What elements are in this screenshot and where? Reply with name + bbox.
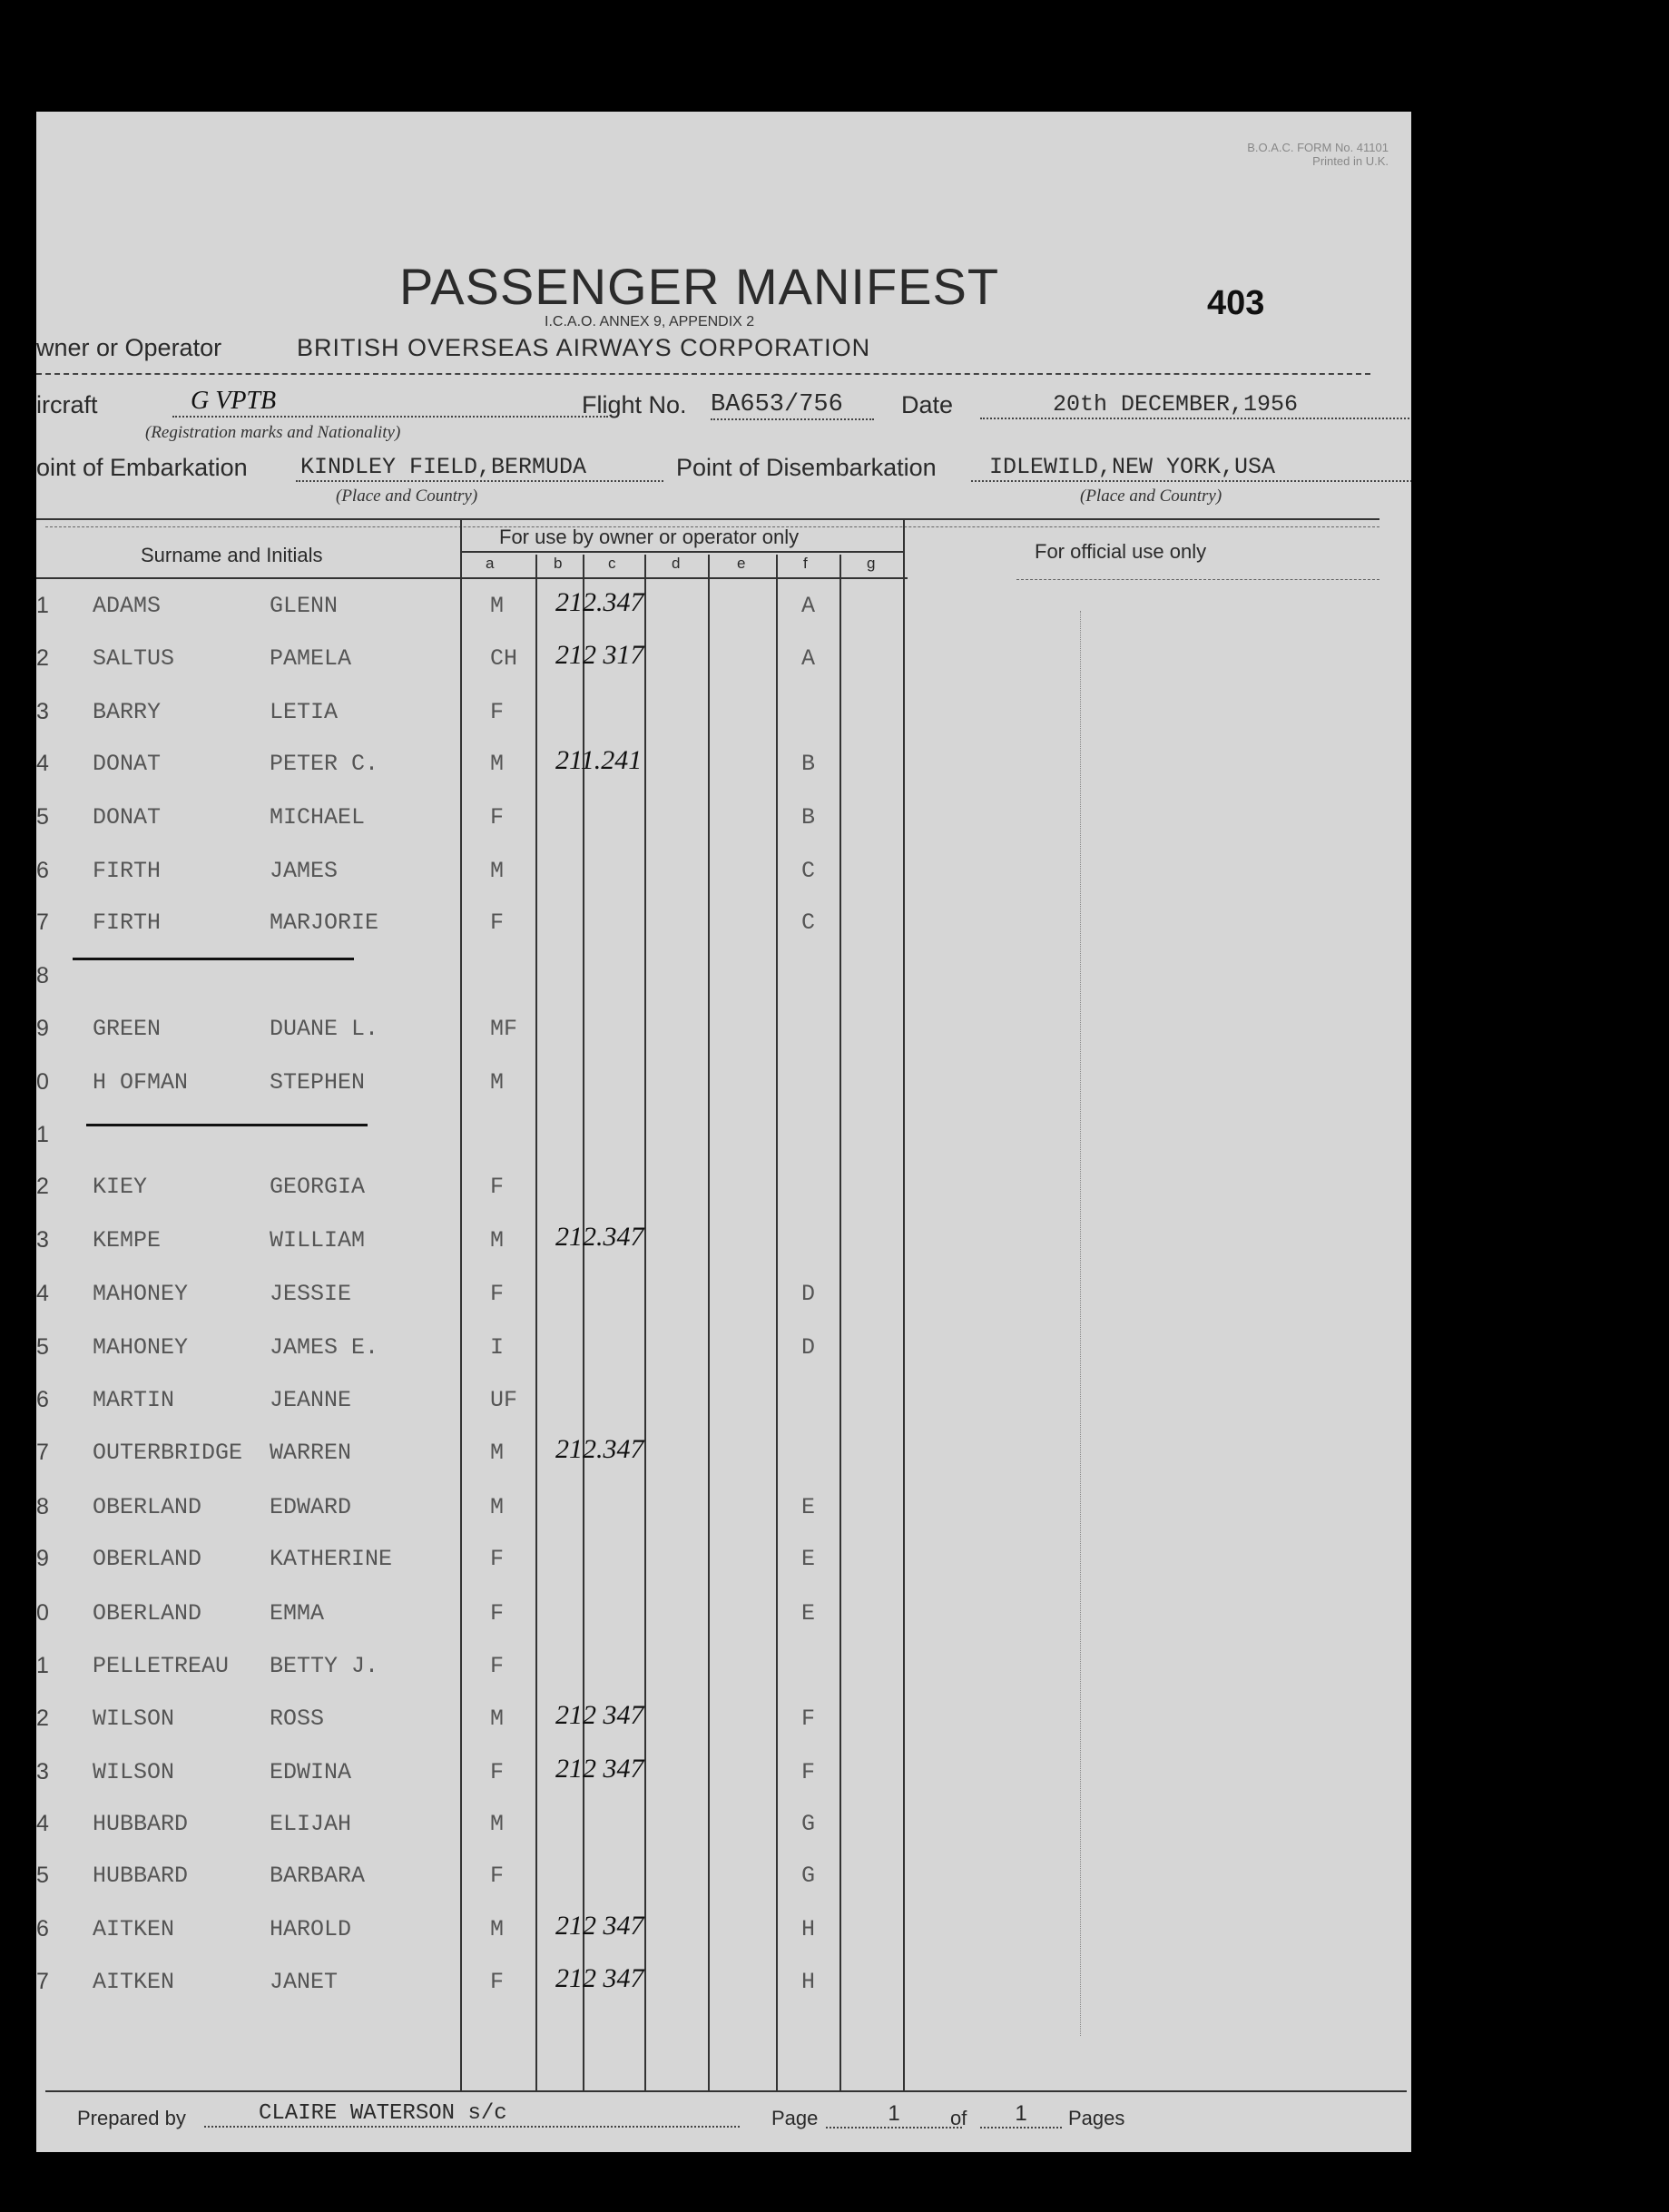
passenger-given-name: BETTY J. [270, 1653, 379, 1679]
col-line-f [776, 555, 778, 2090]
prepared-label: Prepared by [77, 2107, 186, 2129]
row-number: 6 [36, 1916, 49, 1942]
page-subtitle: I.C.A.O. ANNEX 9, APPENDIX 2 [545, 314, 755, 329]
passenger-sex: F [490, 1281, 505, 1307]
passenger-surname: WILSON [93, 1759, 175, 1785]
group-code: D [801, 1281, 816, 1307]
row-number: 4 [36, 1281, 49, 1306]
group-code: F [801, 1706, 816, 1732]
col-header-d: d [672, 555, 681, 572]
operator-code: 212.347 [555, 1434, 644, 1464]
row-number: 4 [36, 1811, 49, 1836]
passenger-given-name: JEANNE [270, 1387, 352, 1413]
col-header-f: f [803, 555, 808, 572]
manifest-page [36, 112, 1411, 2152]
operator-code: 211.241 [555, 745, 643, 775]
blank-row-strike [86, 1124, 368, 1126]
row-number: 6 [36, 1387, 49, 1412]
flight-field: BA653/756 [711, 391, 874, 420]
group-code: B [801, 751, 816, 777]
passenger-sex: M [490, 751, 505, 777]
passenger-surname: HUBBARD [93, 1863, 189, 1889]
passenger-sex: F [490, 699, 505, 725]
passenger-given-name: JANET [270, 1969, 339, 1995]
passenger-sex: F [490, 1600, 505, 1627]
prepared-field: CLAIRE WATERSON s/c [204, 2101, 740, 2128]
col-line-a [460, 520, 462, 2090]
disembarkation-note: (Place and Country) [1080, 487, 1222, 506]
group-code: F [801, 1759, 816, 1785]
date-field: 20th DECEMBER,1956 [980, 391, 1411, 419]
passenger-given-name: JAMES [270, 858, 339, 884]
row-number: 2 [36, 645, 49, 671]
passenger-sex: I [490, 1334, 505, 1361]
passenger-surname: BARRY [93, 699, 162, 725]
col-line-d [644, 555, 646, 2090]
row-number: 2 [36, 1706, 49, 1731]
operator-code: 212.347 [555, 587, 644, 617]
passenger-given-name: GLENN [270, 593, 339, 619]
passenger-given-name: MARJORIE [270, 909, 379, 936]
passenger-surname: OBERLAND [93, 1546, 202, 1572]
col-header-b: b [554, 555, 563, 572]
operator-code: 212.347 [555, 1222, 644, 1252]
group-code: A [801, 645, 816, 672]
col-line-c [583, 555, 584, 2090]
passenger-given-name: PAMELA [270, 645, 352, 672]
passenger-given-name: JESSIE [270, 1281, 352, 1307]
col-line-g [839, 555, 841, 2090]
passenger-surname: PELLETREAU [93, 1653, 230, 1679]
col-header-a: a [486, 555, 495, 572]
col-line-e [708, 555, 710, 2090]
row-number: 9 [36, 1016, 49, 1041]
passenger-given-name: BARBARA [270, 1863, 366, 1889]
embarkation-label: oint of Embarkation [36, 454, 248, 481]
passenger-sex: M [490, 593, 505, 619]
page-title: PASSENGER MANIFEST [399, 258, 1000, 315]
passenger-sex: F [490, 1759, 505, 1785]
passenger-sex: M [490, 1916, 505, 1942]
passenger-sex: F [490, 1174, 505, 1200]
passenger-sex: F [490, 1969, 505, 1995]
row-number: 1 [36, 1122, 49, 1147]
passenger-given-name: WARREN [270, 1440, 352, 1466]
passenger-surname: KIEY [93, 1174, 148, 1200]
passenger-surname: AITKEN [93, 1916, 175, 1942]
operator-code: 212 347 [555, 1963, 644, 1993]
passenger-sex: M [490, 1227, 505, 1253]
of-label: of [950, 2107, 967, 2129]
passenger-given-name: JAMES E. [270, 1334, 379, 1361]
passenger-given-name: WILLIAM [270, 1227, 366, 1253]
row-number: 3 [36, 1227, 49, 1253]
group-code: A [801, 593, 816, 619]
owner-label: wner or Operator [36, 334, 222, 361]
passenger-given-name: STEPHEN [270, 1069, 366, 1096]
row-number: 9 [36, 1546, 49, 1571]
group-code: E [801, 1600, 816, 1627]
passenger-surname: FIRTH [93, 858, 162, 884]
pages-label: Pages [1068, 2107, 1125, 2129]
passenger-sex: M [490, 1069, 505, 1096]
passenger-surname: OBERLAND [93, 1600, 202, 1627]
passenger-given-name: HAROLD [270, 1916, 352, 1942]
passenger-surname: FIRTH [93, 909, 162, 936]
passenger-given-name: MICHAEL [270, 804, 366, 831]
row-number: 5 [36, 1863, 49, 1888]
passenger-sex: M [490, 1440, 505, 1466]
passenger-surname: AITKEN [93, 1969, 175, 1995]
page-label: Page [771, 2107, 819, 2129]
passenger-surname: OUTERBRIDGE [93, 1440, 243, 1466]
disembarkation-label: Point of Disembarkation [676, 454, 937, 481]
row-number: 2 [36, 1174, 49, 1199]
operator-code: 212 317 [555, 640, 644, 670]
group-code: C [801, 909, 816, 936]
col-line-end [903, 520, 905, 2090]
passenger-given-name: GEORGIA [270, 1174, 366, 1200]
flight-label: Flight No. [582, 391, 687, 418]
date-label: Date [901, 391, 954, 418]
row-number: 8 [36, 1494, 49, 1519]
passenger-sex: M [490, 1811, 505, 1837]
operator-header: For use by owner or operator only [499, 526, 800, 548]
passenger-sex: CH [490, 645, 518, 672]
passenger-surname: MAHONEY [93, 1334, 189, 1361]
row-number: 5 [36, 804, 49, 830]
passenger-given-name: EDWARD [270, 1494, 352, 1520]
page-field: 1 [826, 2101, 962, 2128]
passenger-sex: F [490, 1863, 505, 1889]
group-code: E [801, 1546, 816, 1572]
blank-row-strike [73, 958, 354, 960]
row-number: 6 [36, 858, 49, 883]
row-number: 1 [36, 593, 49, 618]
table-bottom-rule [45, 2090, 1407, 2092]
passenger-given-name: KATHERINE [270, 1546, 393, 1572]
passenger-sex: F [490, 804, 505, 831]
official-header: For official use only [1035, 540, 1207, 563]
passenger-sex: UF [490, 1387, 518, 1413]
group-code: D [801, 1334, 816, 1361]
embarkation-note: (Place and Country) [336, 487, 478, 506]
group-code: C [801, 858, 816, 884]
passenger-given-name: EDWINA [270, 1759, 352, 1785]
col-header-c: c [608, 555, 616, 572]
passenger-surname: MARTIN [93, 1387, 175, 1413]
operator-subheader-rule [460, 551, 905, 553]
passenger-surname: DONAT [93, 804, 162, 831]
group-code: H [801, 1969, 816, 1995]
passenger-sex: F [490, 1546, 505, 1572]
divider [36, 373, 1370, 375]
passenger-sex: F [490, 909, 505, 936]
passenger-surname: H OFMAN [93, 1069, 189, 1096]
table-top-rule [36, 518, 1379, 520]
passenger-sex: M [490, 1706, 505, 1732]
official-col-line [1080, 611, 1081, 2036]
aircraft-field: G VPTB [172, 387, 608, 418]
passenger-surname: MAHONEY [93, 1281, 189, 1307]
row-number: 7 [36, 1969, 49, 1994]
col-line-b [535, 555, 537, 2090]
passenger-sex: M [490, 858, 505, 884]
document-number: 403 [1207, 284, 1265, 322]
row-number: 8 [36, 963, 49, 988]
passenger-surname: SALTUS [93, 645, 175, 672]
passenger-given-name: DUANE L. [270, 1016, 379, 1042]
passenger-given-name: ELIJAH [270, 1811, 352, 1837]
passenger-given-name: ROSS [270, 1706, 325, 1732]
passenger-given-name: LETIA [270, 699, 339, 725]
embarkation-field: KINDLEY FIELD,BERMUDA [296, 454, 663, 482]
row-number: 5 [36, 1334, 49, 1360]
row-number: 3 [36, 699, 49, 724]
passenger-sex: M [490, 1494, 505, 1520]
row-number: 1 [36, 1653, 49, 1678]
passenger-given-name: EMMA [270, 1600, 325, 1627]
passenger-given-name: PETER C. [270, 751, 379, 777]
disembarkation-field: IDLEWILD,NEW YORK,USA [971, 454, 1411, 482]
group-code: G [801, 1811, 816, 1837]
group-code: E [801, 1494, 816, 1520]
of-field: 1 [980, 2101, 1062, 2128]
official-header-rule [1016, 579, 1379, 580]
row-number: 0 [36, 1069, 49, 1095]
surname-header: Surname and Initials [141, 544, 323, 566]
col-header-g: g [867, 555, 876, 572]
operator-code: 212 347 [555, 1911, 644, 1941]
row-number: 7 [36, 1440, 49, 1465]
operator-code: 212 347 [555, 1754, 644, 1784]
form-number: B.O.A.C. FORM No. 41101 Printed in U.K. [1247, 141, 1389, 168]
aircraft-label: ircraft [36, 391, 98, 418]
row-number: 3 [36, 1759, 49, 1784]
group-code: G [801, 1863, 816, 1889]
row-number: 0 [36, 1600, 49, 1626]
group-code: B [801, 804, 816, 831]
passenger-surname: KEMPE [93, 1227, 162, 1253]
row-number: 4 [36, 751, 49, 776]
aircraft-note: (Registration marks and Nationality) [145, 423, 401, 442]
passenger-surname: HUBBARD [93, 1811, 189, 1837]
operator-code: 212 347 [555, 1700, 644, 1730]
col-header-e: e [737, 555, 746, 572]
passenger-surname: OBERLAND [93, 1494, 202, 1520]
passenger-sex: F [490, 1653, 505, 1679]
passenger-surname: GREEN [93, 1016, 162, 1042]
owner-value: BRITISH OVERSEAS AIRWAYS CORPORATION [297, 334, 871, 361]
group-code: H [801, 1916, 816, 1942]
passenger-surname: WILSON [93, 1706, 175, 1732]
passenger-sex: MF [490, 1016, 518, 1042]
passenger-surname: DONAT [93, 751, 162, 777]
row-number: 7 [36, 909, 49, 935]
passenger-surname: ADAMS [93, 593, 162, 619]
